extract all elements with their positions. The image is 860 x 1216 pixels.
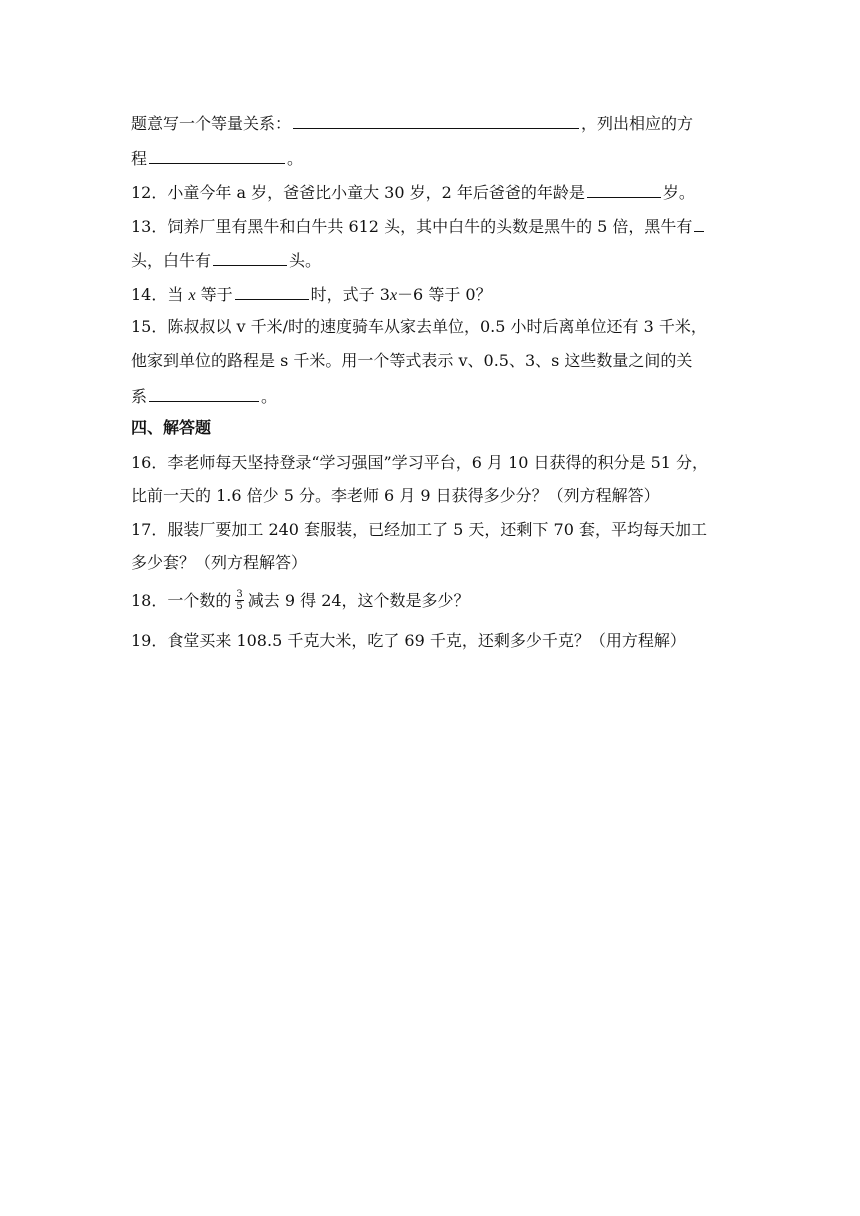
q11-line1 [131, 111, 693, 135]
q15-text-line1: 15．陈叔叔以 v 千米/时的速度骑车从家去单位，0.5 小时后离单位还有 3 千米， [131, 317, 707, 336]
q18-fraction-numerator: 3 [236, 589, 243, 600]
q16-line1 [131, 452, 708, 474]
q15-equation-blank[interactable] [149, 384, 259, 402]
q17-line2 [131, 552, 307, 574]
q11-text-before: 题意写一个等量关系： [131, 114, 292, 133]
q14-prefix: 14．当 [131, 285, 189, 304]
q13-line2 [131, 248, 321, 272]
q11-relation-blank[interactable] [293, 111, 579, 129]
q15-text-line3: 系 [131, 387, 148, 406]
q12-text: 12．小童今年 a 岁，爸爸比小童大 30 岁，2 年后爸爸的年龄是 [131, 183, 585, 202]
q14-variable: x [188, 287, 196, 304]
q14-mid: 等于 [195, 285, 233, 304]
q15-line1 [131, 316, 707, 338]
q13-text-line2: 头，白牛有 [131, 251, 212, 270]
q17-text-line1: 17．服装厂要加工 240 套服装，已经加工了 5 天，还剩下 70 套，平均每天加工 [131, 520, 707, 539]
q15-text-line2: 他家到单位的路程是 s 千米。用一个等式表示 v、0.5、3、s 这些数量之间的关 [131, 351, 693, 370]
q11-text-line2: 程 [131, 149, 148, 168]
q14-line [131, 282, 492, 307]
q16-text-line2: 比前一天的 1.6 倍少 5 分。李老师 6 月 9 日获得多少分？（列方程解答） [131, 486, 660, 505]
q13-unit: 头。 [289, 251, 322, 270]
q18-fraction [235, 589, 243, 612]
section4-title-text: 四、解答题 [131, 418, 212, 437]
q15-text-line3-end: 。 [261, 387, 278, 406]
q18-text-before: 18．一个数的 [131, 591, 232, 610]
q11-line2 [131, 146, 303, 170]
q15-line2 [131, 350, 692, 372]
q17-text-line2: 多少套？（列方程解答） [131, 553, 308, 572]
q14-after: 时，式子 3 [310, 285, 390, 304]
q14-value-blank[interactable] [235, 282, 309, 300]
q13-text: 13．饲养厂里有黑牛和白牛共 612 头，其中白牛的头数是黑牛的 5 倍，黑牛有 [131, 217, 693, 236]
q14-tail: －6 等于 0？ [397, 285, 492, 304]
section4-title [131, 417, 211, 439]
q16-text-line1: 16．李老师每天坚持登录“学习强国”学习平台，6 月 10 日获得的积分是 51 分， [131, 453, 709, 472]
q15-line3 [131, 384, 277, 408]
q18-line [131, 590, 470, 613]
q13-white-cow-blank[interactable] [213, 248, 287, 266]
q18-text-after: 减去 9 得 24，这个数是多少？ [247, 591, 470, 610]
q18-fraction-denominator: 5 [236, 601, 243, 612]
q11-text-after: ，列出相应的方 [581, 114, 694, 133]
q19-line [131, 630, 686, 652]
q13-line1 [131, 214, 706, 238]
q16-line2 [131, 485, 660, 507]
q17-line1 [131, 519, 707, 541]
q13-black-cow-blank[interactable] [694, 214, 704, 232]
q11-text-line2-end: 。 [287, 149, 304, 168]
q12-age-blank[interactable] [587, 180, 661, 198]
q11-equation-blank[interactable] [149, 146, 285, 164]
q19-text: 19．食堂买来 108.5 千克大米，吃了 69 千克，还剩多少千克？（用方程解） [131, 631, 686, 650]
q12-unit: 岁。 [662, 183, 695, 202]
q14-variable-2: x [389, 287, 398, 304]
q12-line [131, 180, 695, 204]
